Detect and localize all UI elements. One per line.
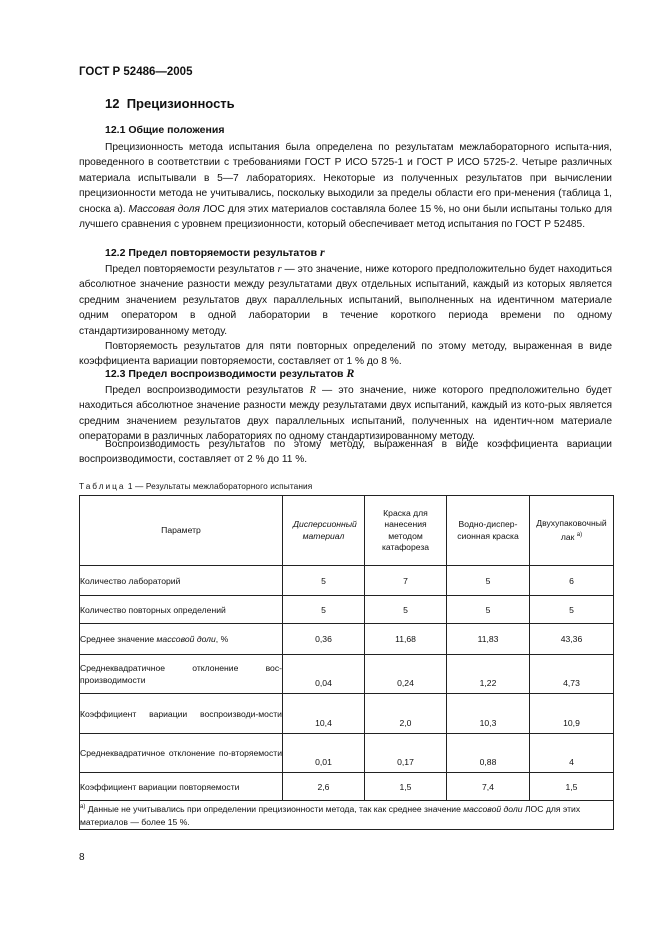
table-row [80, 655, 614, 694]
page-number: 8 [79, 852, 85, 863]
row-label: Среднее значение массовой доли, % [80, 624, 283, 655]
subsection-12-2-paragraph-2: Повторяемость результатов для пяти повторных определений по этому методу, выраженная в виде коэффициента вариации повторяемости, составляет от 1 % до 8 %. [79, 341, 612, 368]
document-header: ГОСТ Р 52486—2005 [79, 66, 193, 78]
cell-value: 0,04 [283, 655, 365, 694]
header-two-pack-lacquer: Двухупаковочный лак $^{а)}$ [530, 496, 614, 566]
cell-value: 10,4 [283, 694, 365, 734]
cell-value: 10,3 [447, 694, 530, 734]
table-row [80, 694, 614, 734]
cell-value: 2,0 [365, 694, 447, 734]
section-title-text: Прецизионность [126, 96, 235, 111]
cell-value: 6 [530, 566, 614, 596]
results-table [79, 495, 614, 830]
table-caption: Таблица 1 — Результаты межлабораторного испытания [79, 481, 313, 491]
cell-value: 5 [447, 596, 530, 624]
cell-value: 10,9 [530, 694, 614, 734]
subsection-12-2-title: 12.2 Предел повторяемости результатов r [105, 245, 325, 259]
table-row [80, 773, 614, 801]
cell-value: 5 [530, 596, 614, 624]
row-label: Количество лабораторий [80, 566, 283, 596]
row-label: Количество повторных определений [80, 596, 283, 624]
cell-value: 43,36 [530, 624, 614, 655]
cell-value: 0,36 [283, 624, 365, 655]
row-label: Среднеквадратичное отклонение вос-производимости [80, 655, 283, 694]
cell-value: 7 [365, 566, 447, 596]
header-cataphoresis-paint: Краска для нанесения методом катафореза [365, 496, 447, 566]
cell-value: 4,73 [530, 655, 614, 694]
subsection-12-2-paragraph-1: Предел повторяемости результатов r — это значение, ниже которого предположительно будет находиться абсолютное значение разности между результатами двух отдельных испытаний, каждый из которых является средним значением результатов двух параллельных испытаний, выполненных на идентичном материале одним оператором в одной лаборатории в течение короткого периода времени по одному стандартизированному методу. [79, 264, 612, 337]
row-label: Коэффициент вариации воспроизводи-мости [80, 694, 283, 734]
cell-value: 5 [283, 596, 365, 624]
section-title [105, 96, 235, 111]
cell-value: 7,4 [447, 773, 530, 801]
subsection-12-3-paragraph-1: Предел воспроизводимости результатов R — это значение, ниже которого предположительно будет находиться абсолютное значение разности между результатами двух испытаний, каждый из кото-рых является средним значением результатов двух параллельных испытаний, полученных на идентич-ном материале операторами в различных лабораториях по одному стандартизированному методу. [79, 385, 612, 443]
header-parameter: Параметр [80, 496, 283, 566]
cell-value: 4 [530, 734, 614, 773]
subsection-12-3-title: 12.3 Предел воспроизводимости результатов R [105, 366, 355, 380]
table-footnote-row [80, 801, 614, 830]
cell-value: 0,88 [447, 734, 530, 773]
subsection-12-3-paragraph-2: Воспроизводимость результатов по этому методу, выраженная в виде коэффициента вариации воспроизводимости, составляет от 2 % до 11 %. [79, 439, 612, 466]
row-label: Коэффициент вариации повторяемости [80, 773, 283, 801]
table-row [80, 624, 614, 655]
cell-value: 0,01 [283, 734, 365, 773]
cell-value: 2,6 [283, 773, 365, 801]
subsection-12-1-title: 12.1 Общие положения [105, 124, 225, 136]
cell-value: 1,5 [365, 773, 447, 801]
cell-value: 0,17 [365, 734, 447, 773]
table-row [80, 734, 614, 773]
table-row [80, 566, 614, 596]
cell-value: 5 [365, 596, 447, 624]
cell-value: 0,24 [365, 655, 447, 694]
cell-value: 5 [283, 566, 365, 596]
cell-value: 11,83 [447, 624, 530, 655]
table-row [80, 596, 614, 624]
table-footnote: $^{а)}$ Данные не учитывались при определении прецизионности метода, так как среднее значение массовой доли ЛОС для этих материалов — более 15 %. [80, 801, 614, 830]
cell-value: 1,22 [447, 655, 530, 694]
header-dispersion-material: Дисперсионный материал [283, 496, 365, 566]
cell-value: 1,5 [530, 773, 614, 801]
header-water-dispersion-paint: Водно-диспер-сионная краска [447, 496, 530, 566]
cell-value: 5 [447, 566, 530, 596]
section-number: 12 [105, 96, 120, 111]
subsection-12-1-paragraph: Прецизионность метода испытания была определена по результатам межлабораторного испыта-ния, проведенного в соответствии с требованиями ГОСТ Р ИСО 5725-1 и ГОСТ Р ИСО 5725-2. Четыре различных материала испытывали в 5—7 лабораториях. Некоторые из полученных результатов при вычислении прецизионности метода не учитывались, поскольку выходили за пределы области его при-менения (таблица 1, сноска а). Массовая доля ЛОС для этих материалов составляла более 15 %, но они были испытаны только для лучшего сравнения с уровнем прецизионности, который обеспечивает метод испытания по ГОСТ Р 52485. [79, 142, 612, 231]
row-label: Среднеквадратичное отклонение по-вторяемости [80, 734, 283, 773]
cell-value: 11,68 [365, 624, 447, 655]
